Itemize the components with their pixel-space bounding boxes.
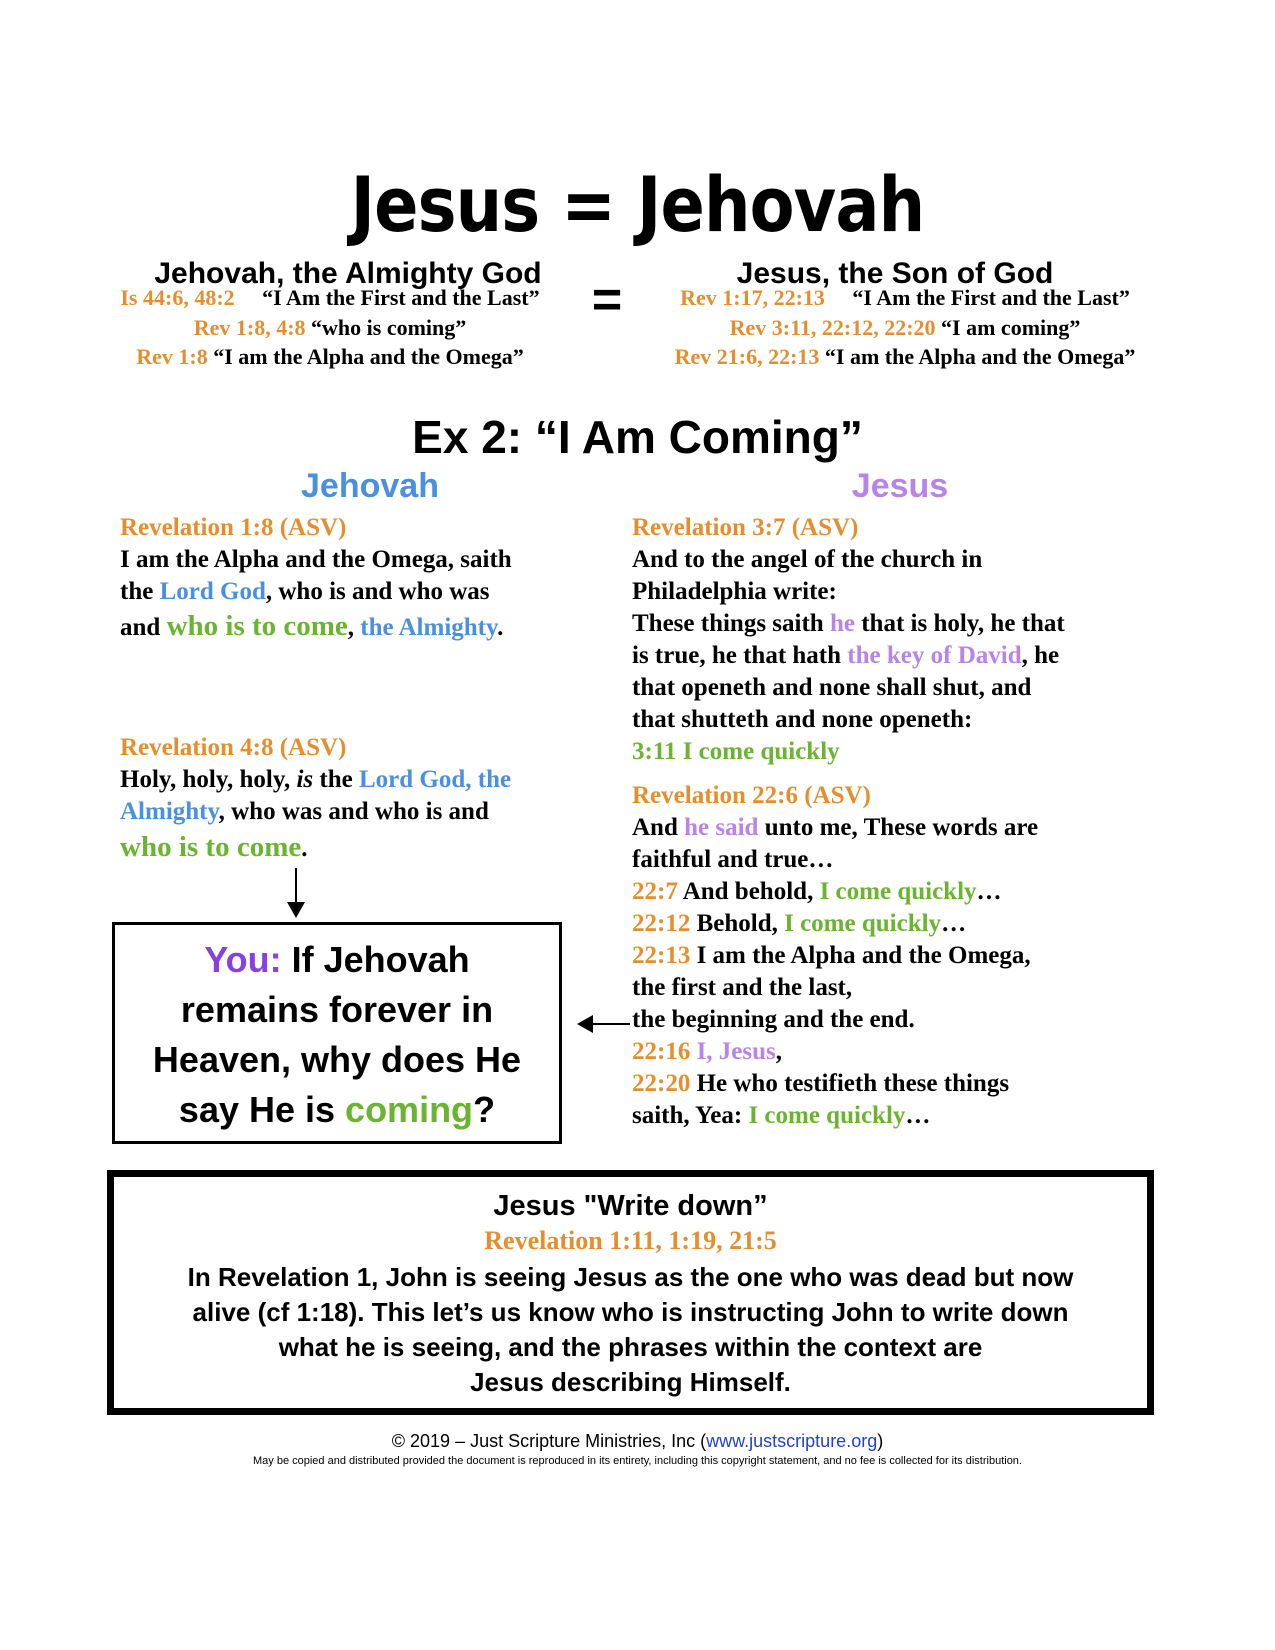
coming-text: who is to come bbox=[166, 610, 348, 642]
verse-reference: Revelation 3:7 (ASV) bbox=[632, 514, 859, 541]
verse-line bbox=[120, 796, 511, 828]
text: , he bbox=[1021, 642, 1060, 669]
verse-number: 22:13 bbox=[632, 942, 691, 969]
copyright-text: © 2019 – Just Scripture Ministries, Inc ( bbox=[391, 1431, 707, 1451]
verse-reference: Revelation 4:8 (ASV) bbox=[120, 734, 347, 761]
verse-line bbox=[632, 1068, 1038, 1100]
text: , who is and who was bbox=[265, 578, 490, 605]
text: … bbox=[905, 1102, 931, 1129]
section-title: Ex 2: “I Am Coming” bbox=[412, 411, 863, 463]
quote: “I am coming” bbox=[941, 315, 1081, 340]
jesus-heading: Jesus, the Son of God bbox=[736, 257, 1054, 290]
verse-number: 22:7 bbox=[632, 878, 678, 905]
text: is true, he that hath bbox=[632, 642, 848, 669]
text: saith, Yea: bbox=[632, 1102, 749, 1129]
verse-line bbox=[632, 1100, 1038, 1132]
text: … bbox=[941, 910, 967, 937]
verse-line bbox=[120, 828, 511, 868]
right-ref-row-3 bbox=[640, 342, 1170, 372]
verse-line bbox=[632, 940, 1038, 972]
text: ) bbox=[877, 1431, 884, 1451]
right-ref-row-1 bbox=[640, 283, 1170, 313]
question-line bbox=[115, 1085, 559, 1135]
text: that is holy, he that bbox=[854, 610, 1065, 637]
text: , who was and who is and bbox=[218, 798, 489, 825]
quote: “I am the Alpha and the Omega” bbox=[213, 344, 524, 369]
verse-reference: Revelation 1:8 (ASV) bbox=[120, 514, 347, 541]
ref: Rev 1:8, 4:8 bbox=[193, 315, 306, 340]
verse-line: the beginning and the end. bbox=[632, 1006, 915, 1033]
quote: “I Am the First and the Last” bbox=[262, 285, 540, 310]
body-line: alive (cf 1:18). This let’s us know who is instructing John to write down bbox=[192, 1297, 1069, 1327]
coming-text: I come quickly bbox=[819, 878, 977, 905]
text: . bbox=[497, 614, 504, 641]
verse-line bbox=[632, 1036, 1038, 1068]
text: the bbox=[313, 766, 359, 793]
page-title: Jesus = Jehovah bbox=[350, 160, 925, 249]
verse-line bbox=[632, 908, 1038, 940]
verse-text-rev-3-7 bbox=[632, 544, 1065, 768]
quote: “who is coming” bbox=[311, 315, 467, 340]
verse-line: the first and the last, bbox=[632, 974, 853, 1001]
verse-reference: Revelation 22:6 (ASV) bbox=[632, 782, 871, 809]
write-down-box bbox=[107, 1170, 1154, 1415]
text: Holy, holy, holy, bbox=[120, 766, 297, 793]
arrow-left-icon bbox=[592, 1023, 630, 1025]
verse-line: that shutteth and none openeth: bbox=[632, 706, 973, 733]
question-line: Heaven, why does He bbox=[152, 1039, 522, 1080]
verse-line bbox=[632, 876, 1038, 908]
left-ref-row-3 bbox=[60, 342, 600, 372]
verse-line bbox=[632, 608, 1065, 640]
ref: Rev 21:6, 22:13 bbox=[674, 344, 820, 369]
text: … bbox=[976, 878, 1002, 905]
quote: “I Am the First and the Last” bbox=[852, 285, 1130, 310]
you-label: You: bbox=[204, 939, 282, 980]
coming-text: I come quickly bbox=[748, 1102, 906, 1129]
question-line bbox=[115, 935, 559, 985]
text: , bbox=[347, 614, 361, 641]
text: , bbox=[775, 1038, 783, 1065]
left-ref-row-2 bbox=[60, 313, 600, 343]
text: And behold, bbox=[677, 878, 820, 905]
question-box bbox=[112, 922, 562, 1144]
body-line: Jesus describing Himself. bbox=[470, 1367, 791, 1397]
verse-text-rev-4-8 bbox=[120, 764, 511, 868]
question-line: remains forever in bbox=[180, 989, 494, 1030]
ref: Rev 3:11, 22:12, 22:20 bbox=[729, 315, 936, 340]
almighty-text: Almighty bbox=[120, 798, 219, 825]
write-down-title: Jesus "Write down” bbox=[493, 1190, 768, 1222]
text: Behold, bbox=[690, 910, 785, 937]
jesus-text: he said bbox=[684, 814, 759, 841]
verse-number: 22:12 bbox=[632, 910, 691, 937]
write-down-body bbox=[128, 1260, 1133, 1400]
right-ref-row-2 bbox=[640, 313, 1170, 343]
verse-line: And to the angel of the church in bbox=[632, 546, 983, 573]
write-down-references: Revelation 1:11, 1:19, 21:5 bbox=[484, 1226, 777, 1255]
verse-line: faithful and true… bbox=[632, 846, 834, 873]
text: He who testifieth these things bbox=[690, 1070, 1010, 1097]
ref: Rev 1:8 bbox=[136, 344, 208, 369]
ref: Is 44:6, 48:2 bbox=[120, 285, 235, 310]
copyright-line bbox=[0, 1430, 1275, 1452]
coming-text: I come quickly bbox=[784, 910, 942, 937]
key-of-david-text: the key of David bbox=[847, 642, 1022, 669]
text: the bbox=[120, 578, 160, 605]
arrow-down-icon bbox=[295, 868, 297, 904]
question-text bbox=[115, 935, 559, 1135]
text: ? bbox=[473, 1089, 496, 1130]
verse-line bbox=[120, 764, 511, 796]
lord-god-text: Lord God bbox=[159, 578, 266, 605]
quote: “I am the Alpha and the Omega” bbox=[824, 344, 1136, 369]
verse-line: 3:11 I come quickly bbox=[632, 738, 840, 765]
text: and bbox=[120, 614, 167, 641]
text: And bbox=[632, 814, 685, 841]
body-line: what he is seeing, and the phrases within the context are bbox=[278, 1332, 983, 1362]
text: These things saith bbox=[632, 610, 830, 637]
arrow-down-head-icon bbox=[287, 902, 305, 918]
text: is bbox=[296, 766, 314, 793]
coming-text: coming bbox=[345, 1089, 474, 1130]
jehovah-heading: Jehovah, the Almighty God bbox=[154, 257, 542, 290]
disclaimer: May be copied and distributed provided the document is reproduced in its entirety, including this copyright statement, and no fee is collected for its distribution. bbox=[252, 1455, 1022, 1467]
verse-text-rev-1-8 bbox=[120, 544, 512, 646]
body-line: In Revelation 1, John is seeing Jesus as the one who was dead but now bbox=[187, 1262, 1074, 1292]
verse-text-rev-22 bbox=[632, 812, 1038, 1132]
text: I am the Alpha and the Omega, bbox=[690, 942, 1031, 969]
jesus-column-title: Jesus bbox=[851, 467, 949, 505]
verse-line: that openeth and none shall shut, and bbox=[632, 674, 1032, 701]
text: unto me, These words are bbox=[758, 814, 1039, 841]
jehovah-column-title: Jehovah bbox=[301, 467, 439, 505]
verse-line bbox=[632, 812, 1038, 844]
website-link[interactable]: www.justscripture.org bbox=[706, 1431, 878, 1451]
text: If Jehovah bbox=[281, 939, 470, 980]
verse-line bbox=[120, 576, 512, 608]
jesus-text: I, Jesus bbox=[690, 1038, 776, 1065]
text: . bbox=[301, 835, 308, 862]
verse-number: 22:20 bbox=[632, 1070, 691, 1097]
ref: Rev 1:17, 22:13 bbox=[680, 285, 825, 310]
verse-number: 22:16 bbox=[632, 1038, 691, 1065]
verse-line: Philadelphia write: bbox=[632, 578, 837, 605]
equals-sign: = bbox=[591, 271, 623, 329]
coming-text: who is to come bbox=[120, 831, 302, 863]
arrow-left-head-icon bbox=[577, 1015, 593, 1033]
verse-line: I am the Alpha and the Omega, saith bbox=[120, 546, 512, 573]
verse-line bbox=[632, 640, 1065, 672]
almighty-text: the Almighty bbox=[360, 614, 498, 641]
left-ref-row-1 bbox=[60, 283, 600, 313]
verse-line bbox=[120, 608, 512, 646]
lord-god-text: Lord God, the bbox=[358, 766, 512, 793]
jesus-text: he bbox=[829, 610, 855, 637]
text: say He is bbox=[178, 1089, 346, 1130]
